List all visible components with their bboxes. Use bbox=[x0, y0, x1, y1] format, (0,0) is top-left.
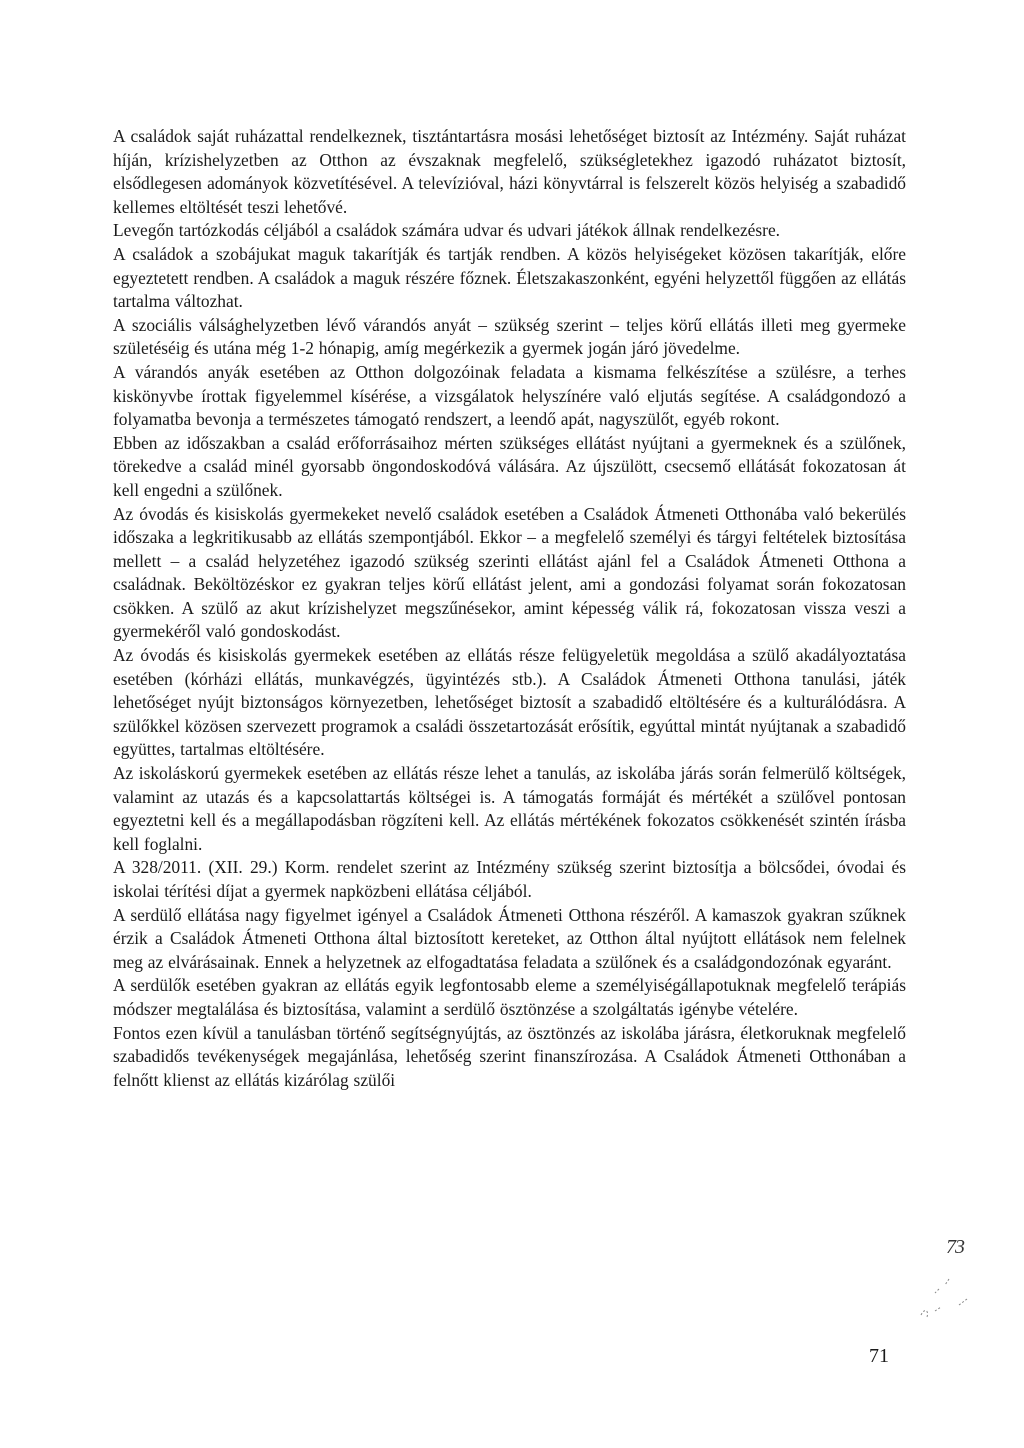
paragraph: A serdülők esetében gyakran az ellátás egyik legfontosabb eleme a személyiségállapotuknak megfelelő terápiás módszer megtalálása és biztosítása, valamint a serdülő ösztönzése a szolgáltatás igénybe vételére. bbox=[113, 975, 906, 1019]
paragraph: A családok a szobájukat maguk takarítják és tartják rendben. A közös helyiségeket közösen takarítják, előre egyeztetett rendben. A családok a maguk részére főznek. Életszakaszonként, egyéni helyzettől függően az ellátás tartalma változhat. bbox=[113, 243, 906, 312]
paragraph: Az óvodás és kisiskolás gyermekek esetében az ellátás része felügyeletük megoldása a szülő akadályoztatása esetében (kórházi ellátás, munkavégzés, ügyintézés stb.). A Családok Átmeneti Otthona tanulási, játék lehetőséget nyújt biztonságos környezetben, lehetőséget biztosít a szabadidő eltöltésére és a kulturálódásra. A szülőkkel közösen szervezett programok a családi összetartozását erősítik, egyúttal mintát nyújtanak a szabadidő együttes, tartalmas eltöltésére. bbox=[113, 645, 906, 760]
document-body bbox=[113, 125, 906, 1092]
page-number: 71 bbox=[869, 1345, 889, 1367]
paragraph: A várandós anyák esetében az Otthon dolgozóinak feladata a kismama felkészítése a szülésre, a terhes kiskönyvbe írottak figyelemmel kísérése, a vizsgálatok helyszínére való eljutás segítése. A családgondozó a folyamatba bevonja a természetes támogató rendszert, a leendő apát, nagyszülőt, egyéb rokont. bbox=[113, 361, 906, 430]
paragraph: A 328/2011. (XII. 29.) Korm. rendelet szerint az Intézmény szükség szerint biztosítja a bölcsődei, óvodai és iskolai térítési díjat a gyermek napközbeni ellátása céljából. bbox=[113, 857, 906, 901]
paragraph: A családok saját ruházattal rendelkeznek, tisztántartásra mosási lehetőséget biztosít az Intézmény. Saját ruházat híján, krízishelyzetben az Otthon az évszaknak megfelelő, szükségletekhez igazodó ruházatot biztosít, elsődlegesen adományok közvetítésével. A televízióval, házi könyvtárral is felszerelt közös helyiség a szabadidő kellemes eltöltését teszi lehetővé. bbox=[113, 126, 906, 217]
paragraph: Ebben az időszakban a család erőforrásaihoz mérten szükséges ellátást nyújtani a gyermeknek és a szülőnek, törekedve a család minél gyorsabb öngondoskodóvá válására. Az újszülött, csecsemő ellátását fokozatosan át kell engedni a szülőnek. bbox=[113, 432, 906, 500]
paragraph: Levegőn tartózkodás céljából a családok számára udvar és udvari játékok állnak rendelkezésre. bbox=[113, 220, 781, 241]
handwritten-margin-annotation: 73 bbox=[946, 1236, 964, 1258]
paragraph: Az óvodás és kisiskolás gyermekeket nevelő családok esetében a Családok Átmeneti Otthonába való bekerülés időszaka a legkritikusabb az ellátás szempontjából. Ekkor – a megfelelő személyi és tárgyi feltételek biztosítása mellett – a család helyzetéhez igazodó szükség szerinti ellátást ajánl fel a Családok Átmeneti Otthona a családnak. Beköltözéskor ez gyakran teljes körű ellátást jelent, ami a gondozási folyamat során fokozatosan csökken. A szülő az akut krízishelyzet megszűnésekor, amint képesség válik rá, fokozatosan vissza veszi a gyermekéről való gondoskodást. bbox=[113, 503, 906, 642]
paragraph: A szociális válsághelyzetben lévő várandós anyát – szükség szerint – teljes körű ellátás illeti meg gyermeke születéséig és utána még 1-2 hónapig, amíg megérkezik a gyermek jogán járó jövedelme. bbox=[113, 314, 906, 359]
paragraph: A serdülő ellátása nagy figyelmet igényel a Családok Átmeneti Otthona részéről. A kamaszok gyakran szűknek érzik a Családok Átmeneti Otthona által biztosított kereteket, az Otthon által nyújtott ellátások nem felelnek meg az elvárásainak. Ennek a helyzetnek az elfogadtatása feladata a szülőnek és a családgondozónak egyaránt. bbox=[113, 904, 906, 972]
handwritten-scribble bbox=[915, 1275, 975, 1325]
paragraph: Az iskoláskorú gyermekek esetében az ellátás része lehet a tanulás, az iskolába járás során felmerülő költségek, valamint az utazás és a kapcsolattartás költségei is. A támogatás formáját és mértékét a szülővel pontosan egyeztetni kell és a megállapodásban rögzíteni kell. Az ellátás mértékének fokozatos csökkenését szintén írásba kell foglalni. bbox=[113, 763, 906, 854]
paragraph: Fontos ezen kívül a tanulásban történő segítségnyújtás, az ösztönzés az iskolába járásra, életkoruknak megfelelő szabadidős tevékenységek megajánlása, lehetőség szerint finanszírozása. A Családok Átmeneti Otthonában a felnőtt klienst az ellátás kizárólag szülői bbox=[113, 1022, 906, 1090]
